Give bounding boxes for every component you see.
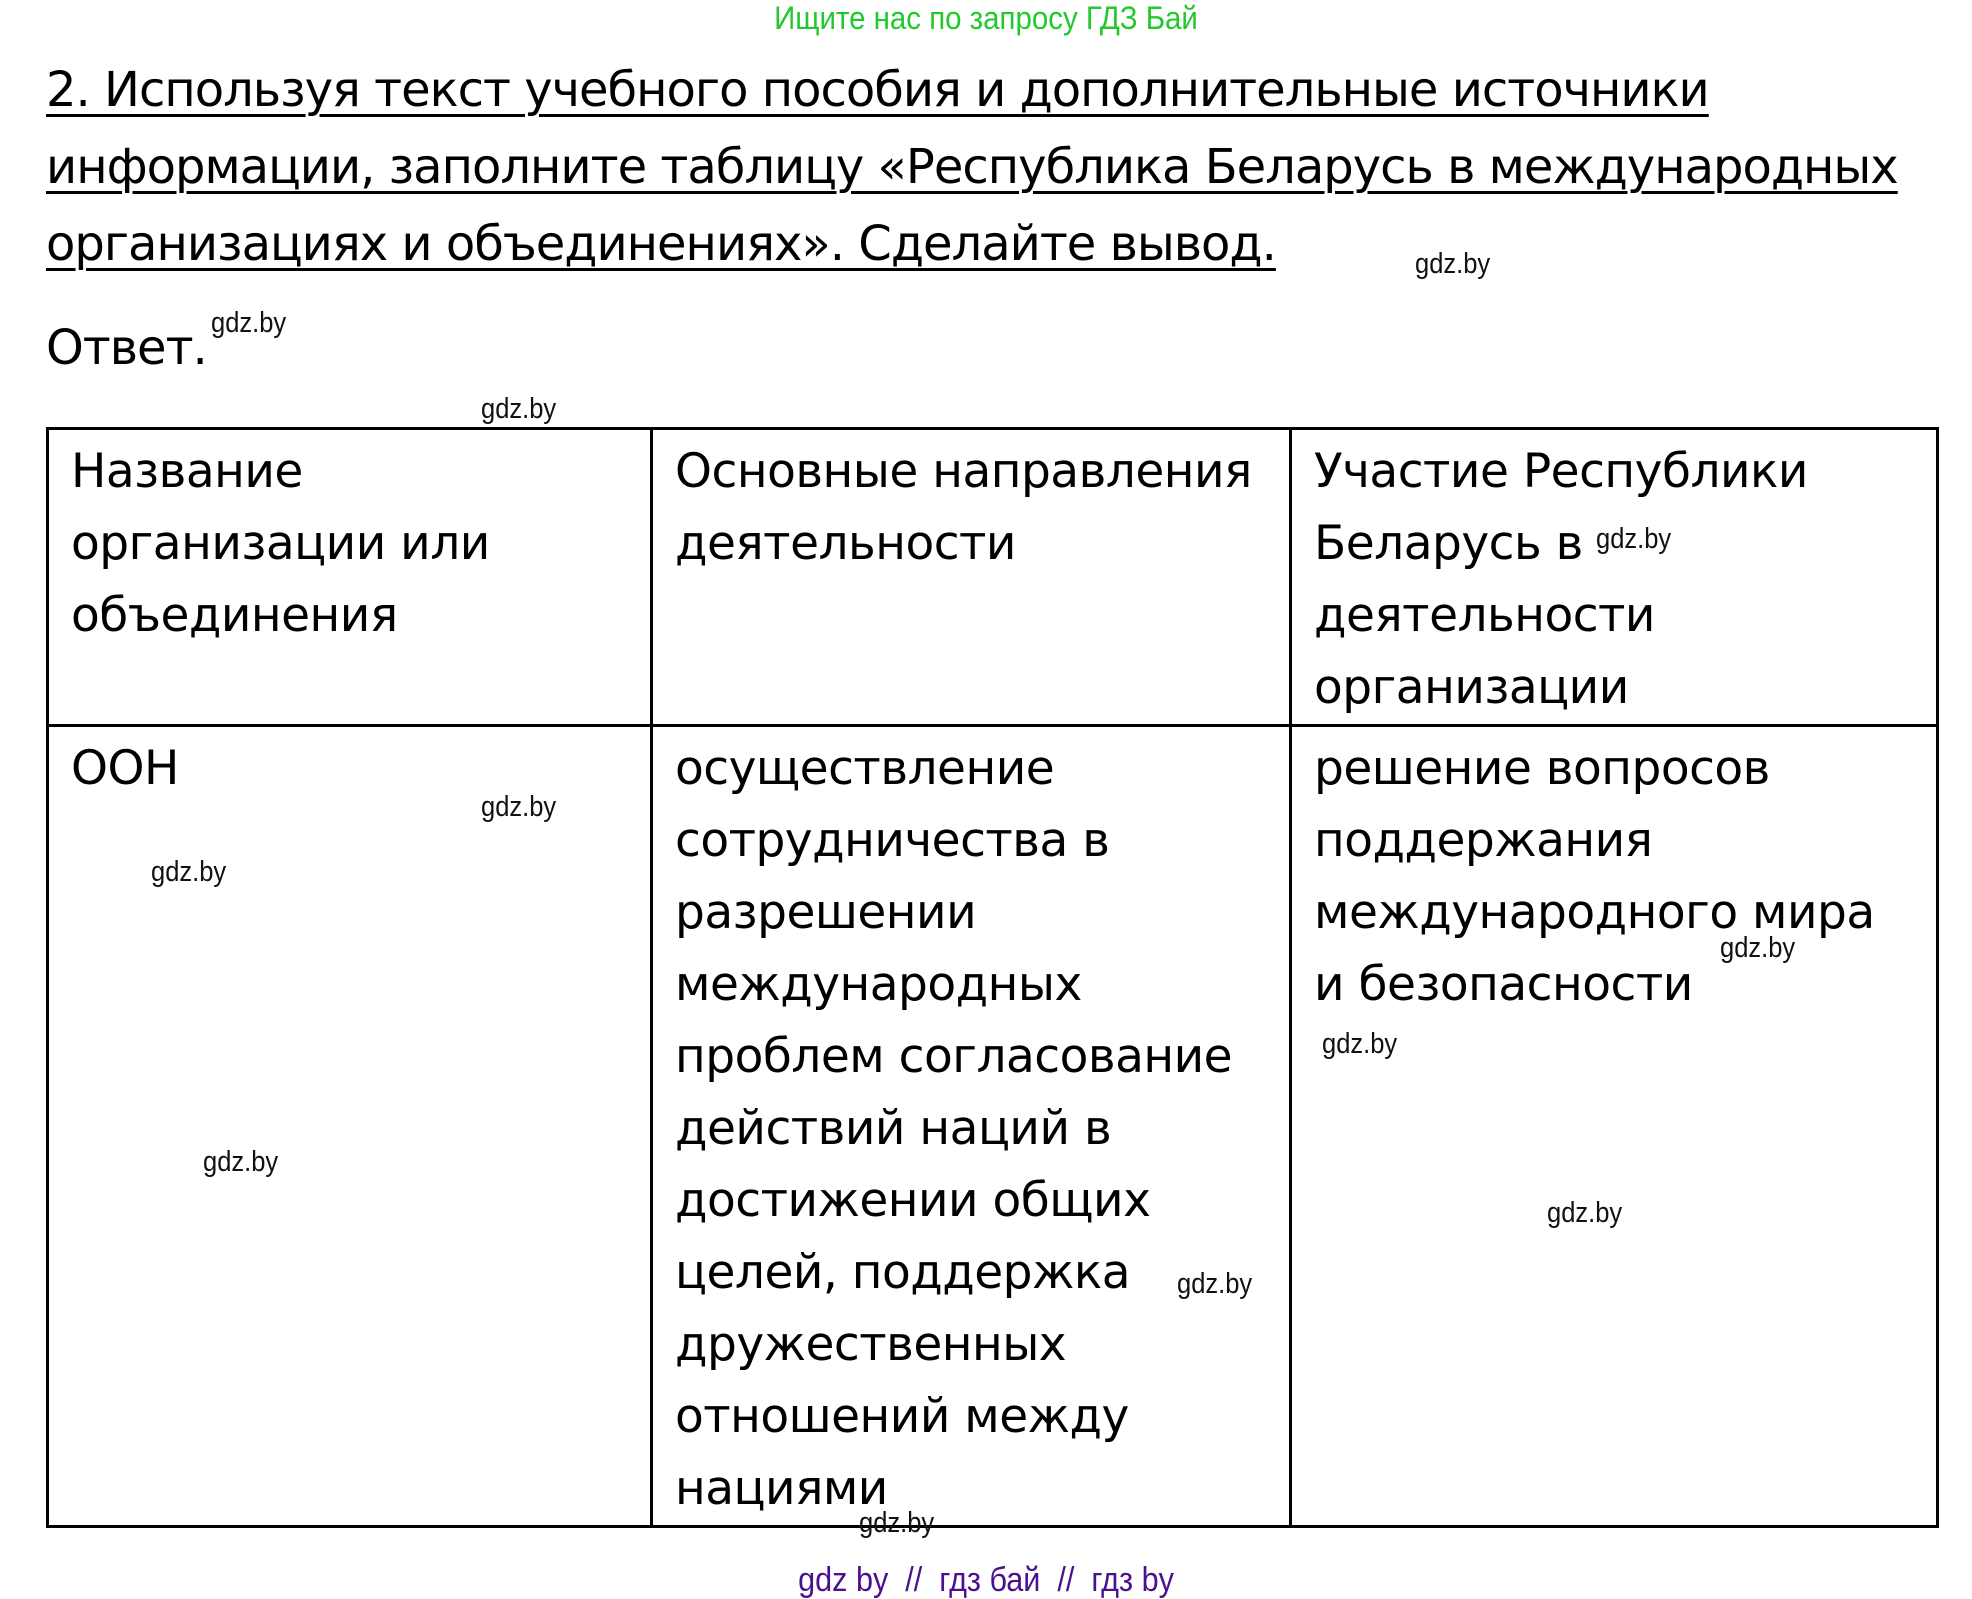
watermark: gdz.by: [481, 393, 557, 425]
watermark: gdz.by: [1596, 523, 1672, 555]
header-activities: Основные направления деятельности: [652, 429, 1291, 726]
cell-belarus-participation: решение вопросов поддержания международного мира и безопасности: [1291, 726, 1938, 1527]
table-row: [48, 726, 1938, 1527]
watermark: gdz.by: [1177, 1268, 1253, 1300]
task-line-3: организациях и объединениях». Сделайте вывод.: [46, 216, 1276, 272]
task-line-1: 2. Используя текст учебного пособия и дополнительные источники: [46, 62, 1709, 118]
organizations-table: [46, 427, 1939, 1528]
footer-links: gdz by // гдз бай // гдз by: [798, 1561, 1174, 1599]
task-line-2: информации, заполните таблицу «Республика Беларусь в международных: [46, 139, 1898, 195]
watermark: gdz.by: [859, 1507, 935, 1539]
cell-activities: осуществление сотрудничества в разрешении международных проблем согласование действий наций в достижении общих целей, поддержка дружественных отношений между нациями: [652, 726, 1291, 1527]
promo-banner: Ищите нас по запросу ГДЗ Бай: [774, 0, 1198, 36]
header-org-name: Название организации или объединения: [48, 429, 652, 726]
watermark: gdz.by: [1720, 932, 1796, 964]
watermark: gdz.by: [151, 856, 227, 888]
header-belarus-participation: Участие Республики Беларусь в деятельности организации: [1291, 429, 1938, 726]
watermark: gdz.by: [1415, 248, 1491, 280]
watermark: gdz.by: [203, 1146, 279, 1178]
answer-label: Ответ.: [46, 320, 207, 376]
task-statement: [46, 52, 1946, 283]
cell-org-name: ООН: [48, 726, 652, 1527]
table-header-row: [48, 429, 1938, 726]
watermark: gdz.by: [1322, 1028, 1398, 1060]
watermark: gdz.by: [211, 307, 287, 339]
watermark: gdz.by: [481, 791, 557, 823]
watermark: gdz.by: [1547, 1197, 1623, 1229]
